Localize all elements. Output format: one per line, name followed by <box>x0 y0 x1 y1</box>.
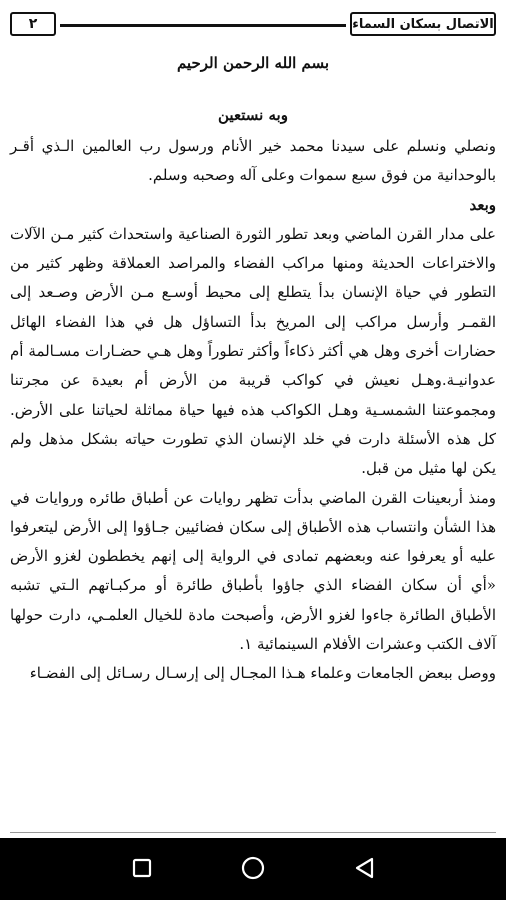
paragraph-3: ووصل ببعض الجامعات وعلماء هـذا المجـال إلى إرسـال رسـائل إلى الفضـاء <box>29 664 496 683</box>
footer-divider <box>10 832 496 833</box>
book-title: الاتصال بسكان السماء <box>350 12 496 36</box>
page-number: ٢ <box>10 12 56 36</box>
square-recents-icon <box>131 857 153 879</box>
intro-paragraph: ونصلي ونسلم على سيدنا محمد خير الأنام ورسول رب العالمين الـذي أقـر بالوحدانية من فوق سبع سموات وعلى آله وصحبه وسلم. <box>10 137 496 185</box>
paragraph-1: على مدار القرن الماضي وبعد تطور الثورة الصناعية واستحداث كثير مـن الآلات والاختراعات الحديثة ومنها مراكب الفضاء والمراصد العملاقة وظهر كثير من التطور في حياة الإنسان بدأ يتطلع إلى محيط أوسـع مـن الأرض وصـعد إلى القمـر وأرسل مراكب إلى المريخ بدأ التساؤل هل في هذا الفضاء الهائل حضارات أخرى وهل هي أكثر ذكاءاً وأكثر تطوراً وهل هـي حضـارات مسـالمة أم عدوانيـة.وهـل نعيش في كواكب قريبة من الأرض أم بعيدة عن مجرتنا ومجموعتنا الشمسـية وهـل الكواكب هذه فيها حياة مماثلة لحياتنا على الأرض. كل هذه الأسئلة دارت في خلد الإنسان الذي تطورت حياته بشكل مذهل ولم يكن لها مثيل من قبل. <box>10 224 496 478</box>
header-rule <box>60 24 346 27</box>
home-button[interactable] <box>238 853 268 883</box>
subheading: وبه نستعين <box>218 106 288 124</box>
section-heading: وبعد <box>469 195 496 214</box>
back-button[interactable] <box>350 853 380 883</box>
circle-home-icon <box>239 854 267 882</box>
paragraph-2: ومنذ أربعينات القرن الماضي بدأت تظهر روايات عن أطباق طائره وروايات في هذا الشأن وانتساب هذه الأطباق إلى سكان فضائيين جـاؤوا إلى الأرض ليتعرفوا عليه أو يعرفوا عنه وبعضهم تمادى في الرواية إلى إنهم يخططون لغزو الأرض «أي أن سكان الفضاء الذي جاؤوا بأطباق طائرة أو مركبـاتهم الـتي تشبه الأطباق الطائرة جاءوا لغزو الأرض، وأصبحت مادة للخيال العلمـي، دارت حولها آلاف الكتب وعشرات الأفلام السينمائية ١. <box>10 488 496 654</box>
page-header <box>10 12 496 38</box>
triangle-back-icon <box>352 855 378 881</box>
android-navigation-bar <box>0 838 506 900</box>
basmala: بسم الله الرحمن الرحيم <box>176 54 330 72</box>
recents-button[interactable] <box>127 853 157 883</box>
page-content <box>10 48 496 689</box>
